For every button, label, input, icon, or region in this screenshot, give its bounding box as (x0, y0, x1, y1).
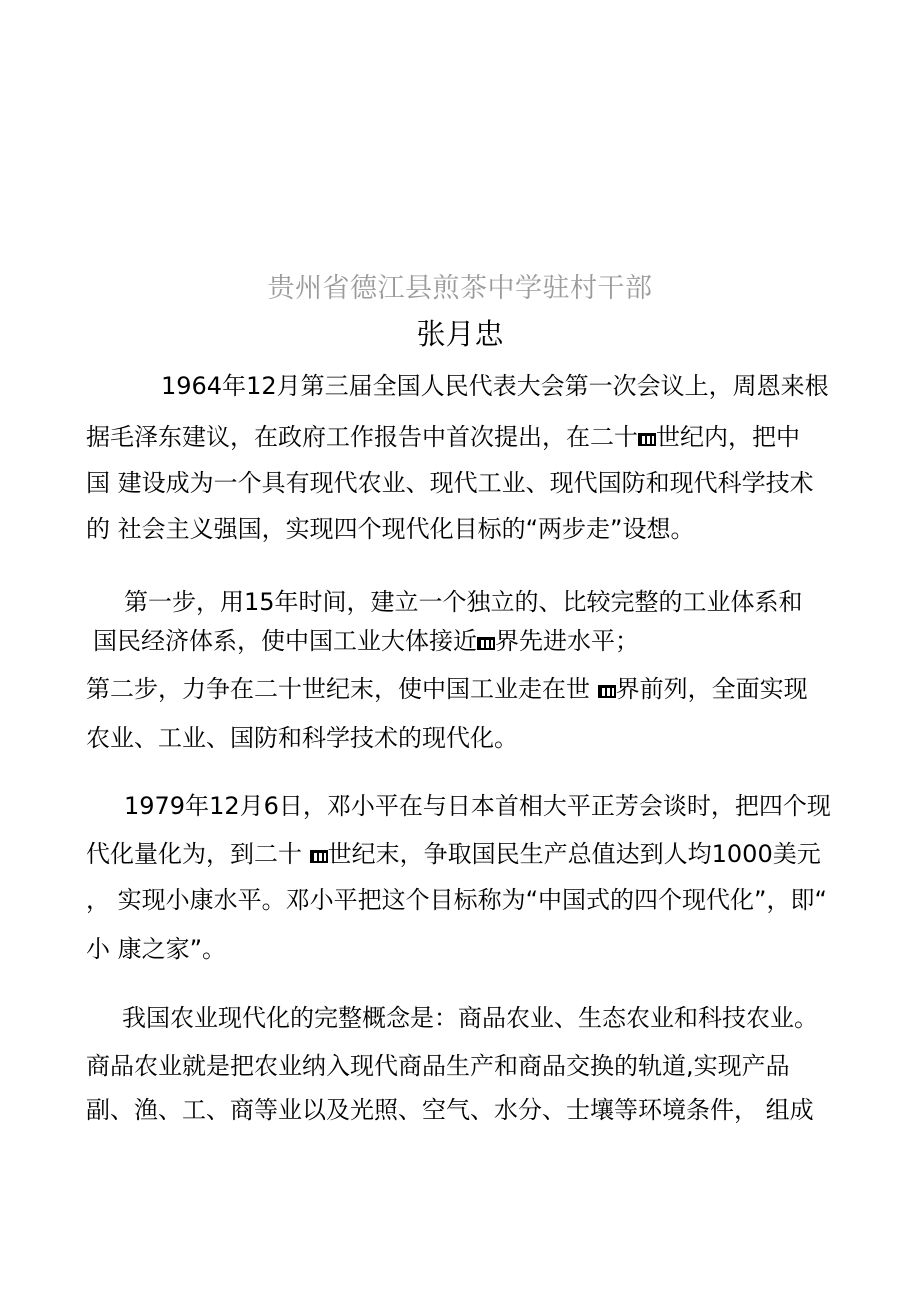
unknown-glyph-icon (477, 637, 495, 650)
line-text: 的 社会主义强国，实现四个现代化目标的“两步走”设想。 (86, 515, 695, 543)
line-text: 我国农业现代化的完整概念是：商品农业、生态农业和科技农业。 (122, 1004, 818, 1032)
line-text: 界前列，全面实现 (615, 675, 808, 703)
paragraph-line (86, 885, 827, 915)
line-text: 第一步，用15年时间，建立一个独立的、比较完整的工业体系和 (124, 588, 803, 616)
paragraph-line (86, 674, 808, 704)
unknown-glyph-icon (638, 433, 656, 446)
paragraph-line (93, 626, 639, 656)
paragraph-line (86, 514, 695, 544)
line-text: 1979年12月6日，邓小平在与日本首相大平正芳会谈时，把四个现 (124, 792, 831, 820)
line-text: 国 建设成为一个具有现代农业、现代工业、现代国防和现代科学技术 (86, 469, 814, 497)
unknown-glyph-icon (598, 685, 616, 698)
paragraph-line (124, 587, 803, 617)
line-text: 世纪内，把中 (656, 423, 800, 451)
paragraph-line (161, 371, 829, 401)
line-text: 第二步，力争在二十世纪末，使中国工业走在世 (86, 675, 598, 703)
paragraph-line (86, 723, 518, 753)
paragraph-line (86, 1051, 790, 1081)
paragraph-line (86, 1095, 814, 1125)
line-text: 代化量化为，到二十 (86, 840, 310, 868)
line-text: 商品农业就是把农业纳入现代商品生产和商品交换的轨道,实现产品 (86, 1052, 790, 1080)
document-subtitle: 贵州省德江县煎茶中学驻村干部 (267, 273, 653, 304)
paragraph-line (124, 791, 831, 821)
paragraph-line (86, 934, 226, 964)
paragraph-line (122, 1003, 818, 1033)
line-text: 国民经济体系，使中国工业大体接近 (93, 627, 477, 655)
line-text: 1964年12月第三届全国人民代表大会第一次会议上，周恩来根 (161, 372, 829, 400)
line-text: 小 康之家”。 (86, 935, 227, 963)
paragraph-line (86, 839, 821, 869)
author-name: 张月忠 (416, 317, 504, 351)
line-text: 界先进水平； (495, 627, 639, 655)
line-text: 农业、工业、国防和科学技术的现代化。 (86, 724, 518, 752)
line-text: 世纪末，争取国民生产总值达到人均1000美元 (327, 840, 821, 868)
paragraph-line (86, 422, 800, 452)
line-text: 据毛泽东建议，在政府工作报告中首次提出，在二十 (86, 423, 638, 451)
paragraph-line (86, 468, 814, 498)
unknown-glyph-icon (310, 850, 328, 863)
line-text: 副、渔、工、商等业以及光照、空气、水分、士壤等环境条件， 组成 (86, 1096, 814, 1124)
line-text: ， 实现小康水平。邓小平把这个目标称为“中国式的四个现代化”，即“ (86, 886, 827, 914)
